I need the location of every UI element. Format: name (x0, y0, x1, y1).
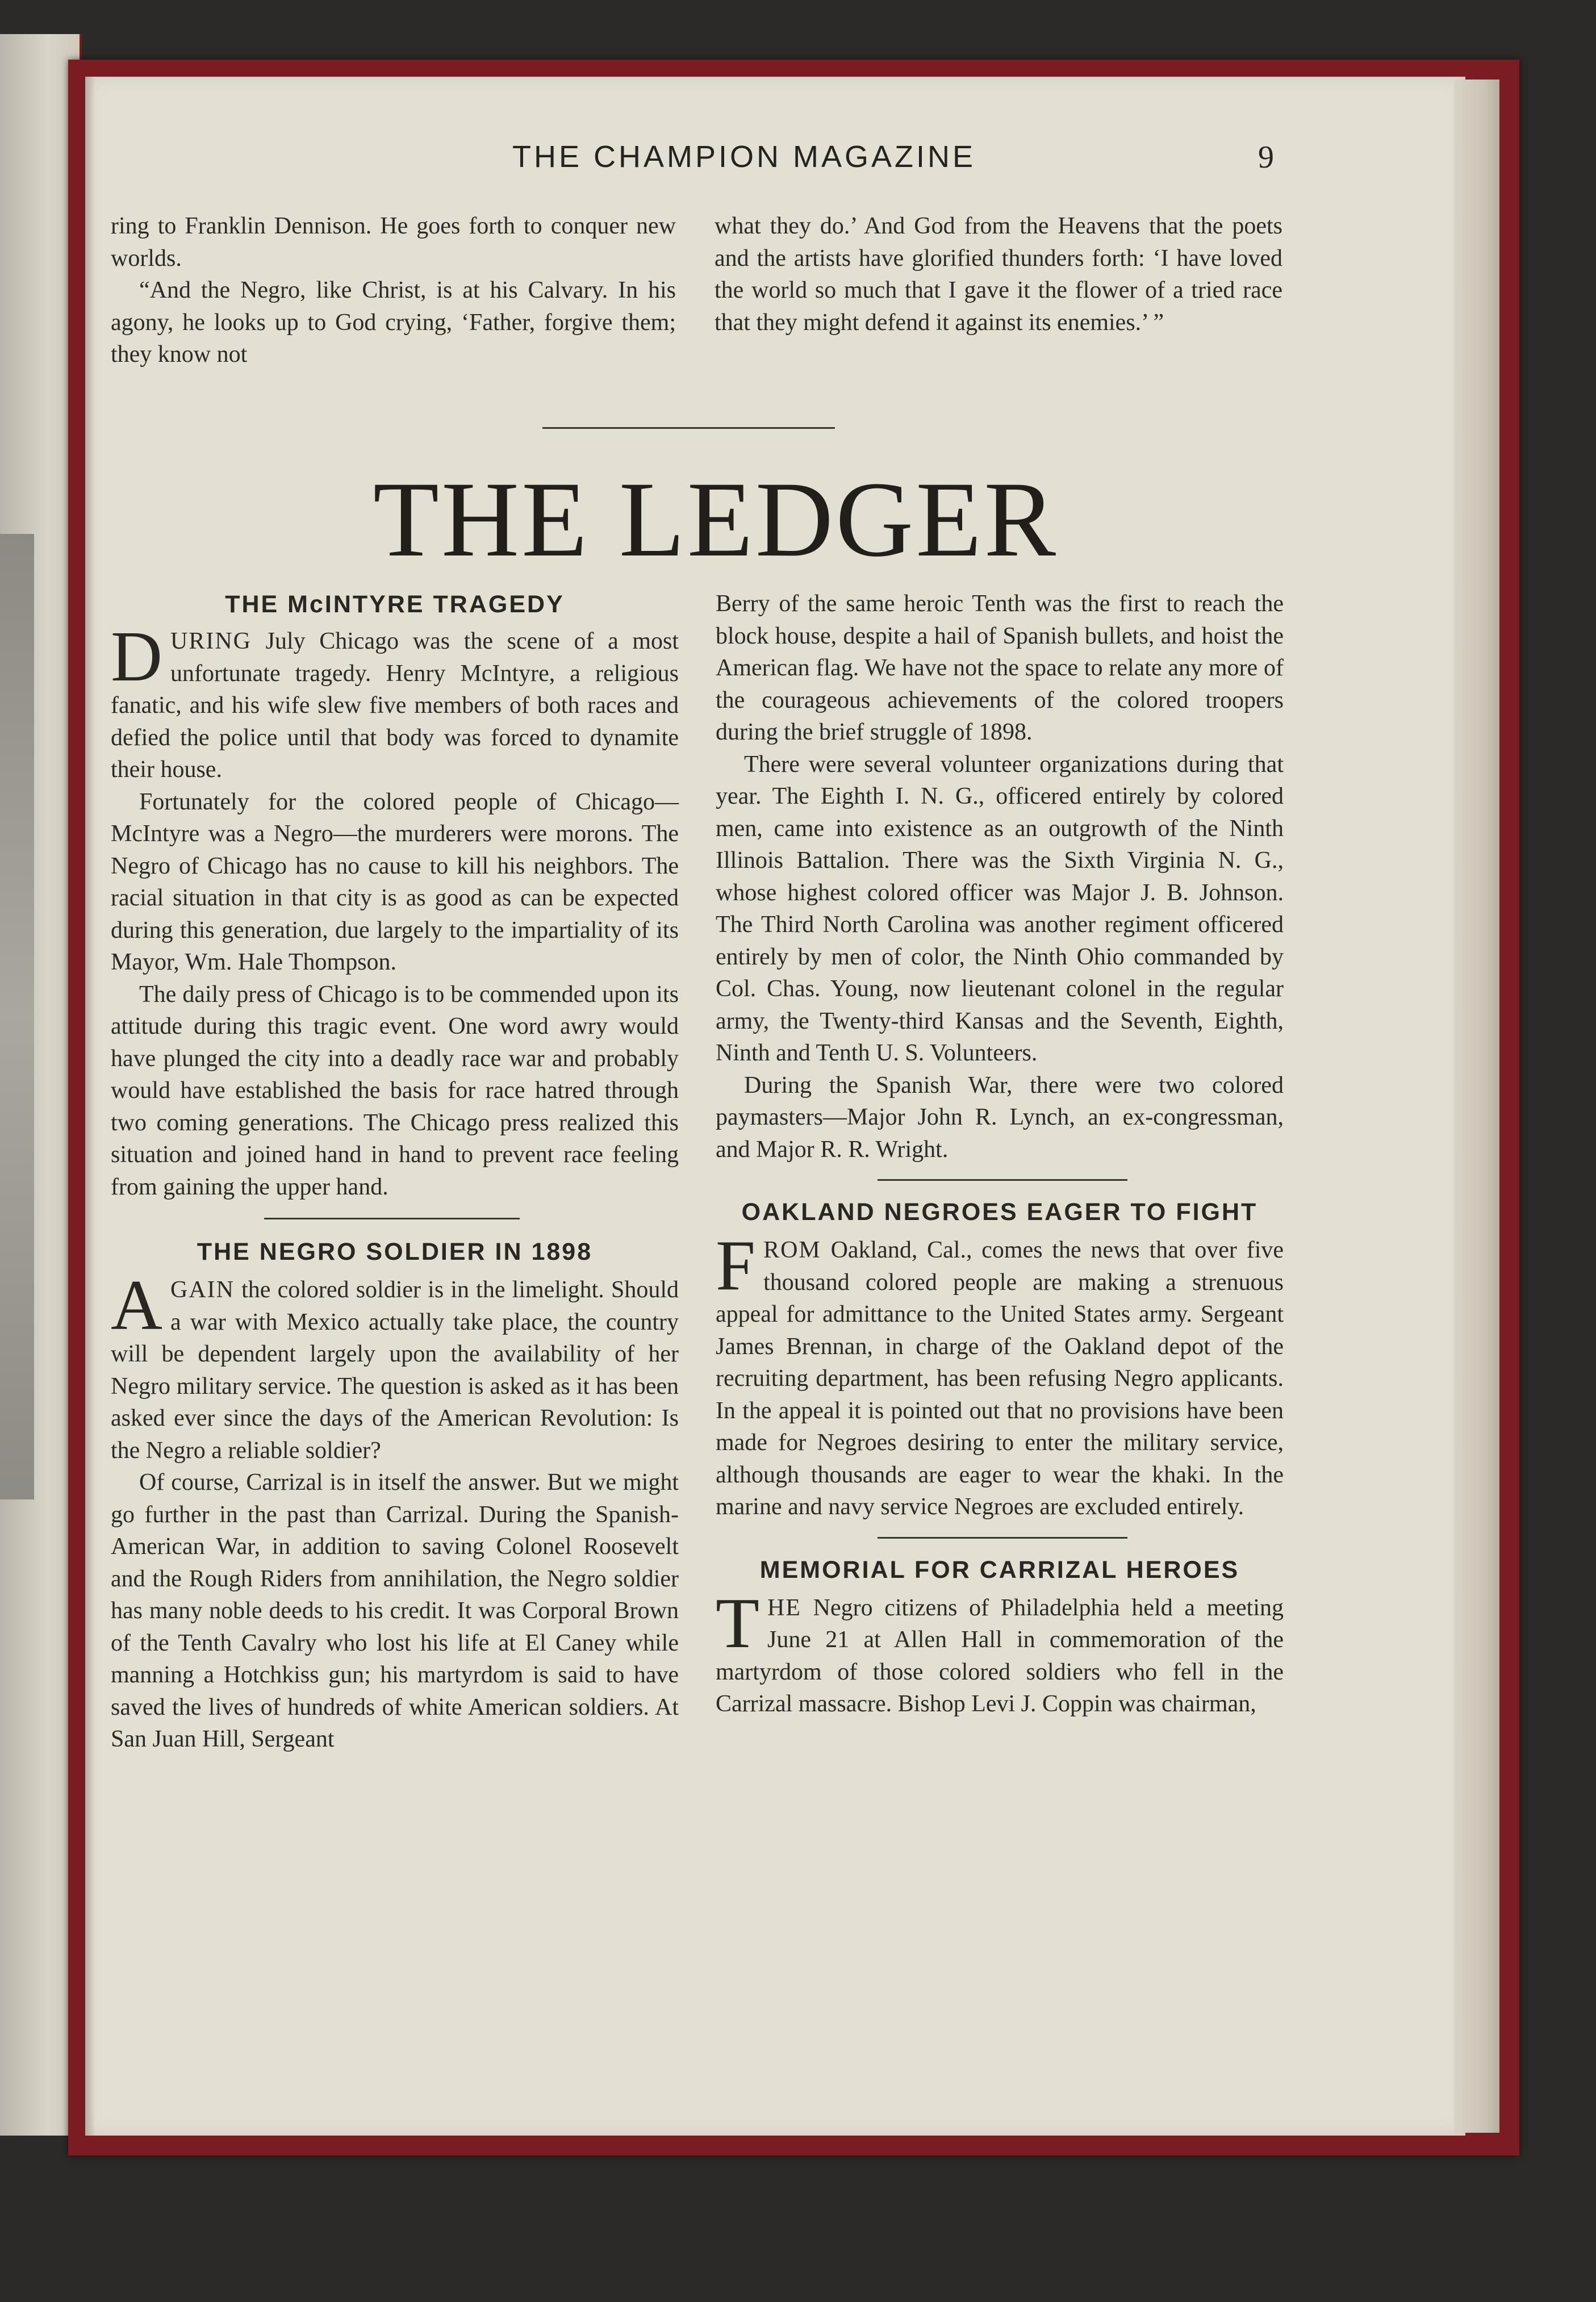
paragraph: Of course, Carrizal is in itself the answer. But we might go further in the past than Carrizal. During the Spanish-American War, in addition to saving Colonel Roosevelt and the Rough Riders from annihilation, the Negro soldier has many noble deeds to his credit. It was Corporal Brown of the Tenth Cavalry who lost his life at El Caney while manning a Hotchkiss gun; his martyrdom is said to have saved the lives of hundreds of white American soldiers. At San Juan Hill, Sergeant (111, 1469, 679, 1752)
paragraph: “And the Negro, like Christ, is at his Calvary. In his agony, he looks up to God crying, ‘Father, forgive them; they know not (111, 277, 676, 367)
paragraph-text: Negro citizens of Philadelphia held a meeting June 21 at Allen Hall in commemoration of the martyrdom of those colored soldiers who fell in the Carrizal massacre. Bishop Levi J. Coppin was chairman, (716, 1594, 1284, 1717)
page-gutter (85, 77, 95, 2136)
article-lead-paragraph (111, 625, 679, 786)
article-heading: MEMORIAL FOR CARRIZAL HEROES (759, 1556, 1240, 1584)
page-number: 9 (1258, 140, 1274, 175)
lead-caps: HE (767, 1594, 801, 1621)
lead-caps: ROM (763, 1237, 821, 1263)
paragraph: what they do.’ And God from the Heavens that the poets and the artists have glorified thunders forth: ‘I have loved the world so much that I gave it the flower of a tried race that they might defend it against its enemies.’ ” (715, 213, 1282, 336)
article-lead-paragraph (716, 1592, 1284, 1720)
drop-cap: A (111, 1274, 162, 1345)
drop-cap: D (111, 625, 162, 696)
paragraph: There were several volunteer organizations during that year. The Eighth I. N. G., officered entirely by colored men, came into existence as an outgrowth of the Ninth Illinois Battalion. There was the Sixth Virginia N. G., whose highest colored officer was Major J. B. Johnson. The Third North Carolina was another regiment officered entirely by men of color, the Ninth Ohio commanded by Col. Chas. Young, now lieutenant colonel in the regular army, the Twenty-third Kansas and the Seventh, Eighth, Ninth and Tenth U. S. Volunteers. (716, 751, 1284, 1066)
facing-page-strip (0, 534, 34, 1499)
paragraph: The daily press of Chicago is to be commended upon its attitude during this tragic event. One word awry would have plunged the city into a deadly race war and probably would have established the basis for race hatred through two coming generations. The Chicago press realized this situation and joined hand in hand to prevent race feeling from gaining the upper hand. (111, 981, 679, 1200)
lead-caps: GAIN (170, 1277, 235, 1303)
divider-rule (264, 1218, 520, 1219)
top-right-column (715, 210, 1282, 339)
top-left-column (111, 210, 676, 371)
drop-cap: T (716, 1591, 759, 1663)
paragraph: During the Spanish War, there were two colored paymasters—Major John R. Lynch, an ex-congressman, and Major R. R. Wright. (716, 1072, 1284, 1163)
drop-cap: F (716, 1234, 756, 1305)
right-column (716, 588, 1284, 1720)
paragraph: Berry of the same heroic Tenth was the first to reach the block house, despite a hail of Spanish bullets, and hoist the American flag. We have not the space to relate any more of the courageous achievements of the colored troopers during the brief struggle of 1898. (716, 591, 1284, 745)
divider-rule (542, 427, 835, 429)
paragraph-text: the colored soldier is in the limelight. Should a war with Mexico actually take place, the country will be dependent largely upon the availability of her Negro military service. The question is asked as it has been asked ever since the days of the American Revolution: Is the Negro a reliable soldier? (111, 1277, 679, 1464)
article-lead-paragraph (716, 1234, 1284, 1523)
paragraph-text: July Chicago was the scene of a most unfortunate tragedy. Henry McIntyre, a religious fanatic, and his wife slew five members of both races and defied the police until that body was forced to dynamite their house. (111, 628, 679, 783)
paragraph: ring to Franklin Dennison. He goes forth to conquer new worlds. (111, 213, 676, 271)
paragraph: Fortunately for the colored people of Chicago—McIntyre was a Negro—the murderers were morons. The Negro of Chicago has no cause to kill his neighbors. The racial situation in that city is as good as can be expected during this generation, due largely to the impartiality of its Mayor, Wm. Hale Thompson. (111, 788, 679, 975)
article-lead-paragraph (111, 1274, 679, 1467)
page-edge (1454, 80, 1499, 2133)
article-heading: OAKLAND NEGROES EAGER TO FIGHT (741, 1198, 1258, 1226)
paragraph-text: Oakland, Cal., comes the news that over five thousand colored people are making a strenuous appeal for admittance to the United States army. Sergeant James Brennan, in charge of the Oakland depot of the recruiting department, has been refusing Negro applicants. In the appeal it is pointed out that no provisions have been made for Negroes desiring to enter the military service, although thousands are eager to wear the khaki. In the marine and navy service Negroes are excluded entirely. (716, 1237, 1284, 1520)
left-column (111, 588, 679, 1756)
section-title: THE LEDGER (373, 460, 1059, 579)
running-header: THE CHAMPION MAGAZINE (512, 140, 976, 174)
article-heading: THE NEGRO SOLDIER IN 1898 (197, 1238, 593, 1265)
divider-rule (878, 1179, 1127, 1181)
article-heading: THE McINTYRE TRAGEDY (225, 591, 565, 618)
divider-rule (878, 1537, 1127, 1539)
lead-caps: URING (170, 628, 252, 654)
